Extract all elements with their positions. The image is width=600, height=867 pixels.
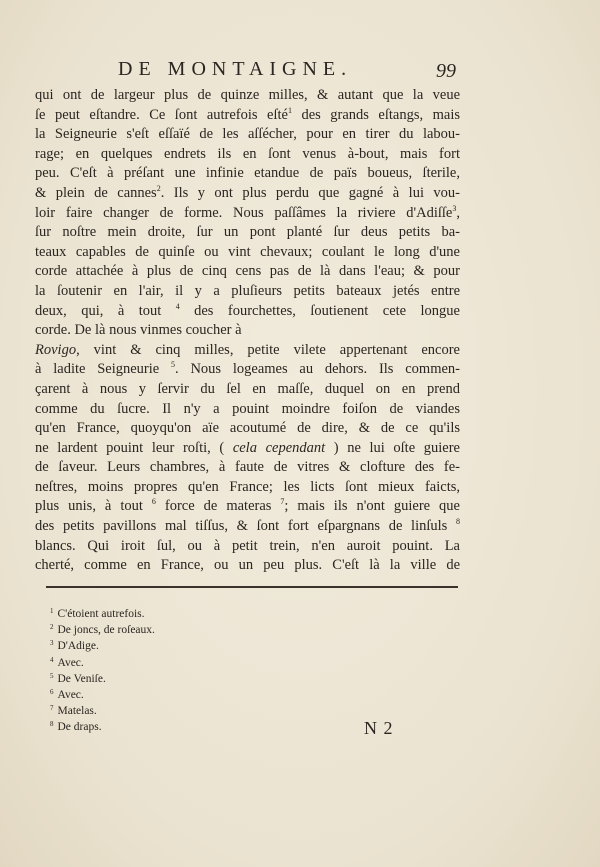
footnote-ref: 6	[151, 497, 156, 507]
footnote: $^1$ C'étoient autrefois.	[50, 607, 145, 620]
text-line: deux, qui, à tout $^4$ des fourchettes, ſoutienent cete longue	[35, 301, 460, 319]
footnote-ref: 4	[175, 301, 180, 311]
text-line: plus unis, à tout $^6$ force de materas $^7$; mais ils n'ont guiere que	[35, 497, 460, 515]
text-line: teaux capables de quinſe ou vint chevaux; coulant le long d'une	[35, 243, 460, 260]
footnote: $^6$ Avec.	[50, 688, 84, 702]
text-line: loir faire changer de forme. Nous paſſâmes la riviere d'Adiſſe$^3$,	[35, 203, 460, 221]
footnote-divider	[46, 586, 458, 588]
footnote-ref: 7	[280, 497, 285, 507]
footnote: $^4$ Avec.	[50, 655, 84, 669]
footnote-ref: 8	[456, 517, 461, 527]
text-line: ſur noſtre mein droite, ſur un pont planté ſur deus petits ba-	[35, 224, 460, 241]
text-line: neſtres, moins propres qu'en France; les licts ſont mieux faicts,	[35, 478, 460, 495]
footnote-ref: 5	[171, 360, 176, 370]
text-line: Rovigo, vint & cinq milles, petite vilete appertenant encore	[35, 341, 460, 358]
text-line: la Seigneurie s'eſt eſſaïé de les aſſécher, pour en tirer du labou-	[35, 126, 460, 143]
text-line: qui ont de largeur plus de quinze milles, & autant que la veue	[35, 87, 460, 103]
running-head: DE MONTAIGNE.	[118, 58, 353, 80]
footnote: $^8$ De draps.	[50, 720, 102, 734]
text-line: qu'en France, quoyqu'on aïe acoutumé de dire, & de ce qu'ils	[35, 420, 460, 437]
text-line: çarent à nous y ſervir du ſel en maſſe, duquel on en prend	[35, 380, 460, 397]
text-line: la ſoutenir en l'air, il y a pluſieurs petits bateaux jetés entre	[35, 282, 460, 299]
text-line: ſe peut eſtandre. Ce ſont autrefois eſté$^1$ des grands eſtangs, mais	[35, 105, 460, 123]
text-line: à ladite Seigneurie $^5$. Nous logeames au dehors. Ils commen-	[35, 360, 460, 378]
footnote: $^5$ De Veniſe.	[50, 671, 106, 685]
footnote: $^3$ D'Adige.	[50, 639, 99, 653]
page-number: 99	[436, 60, 456, 82]
text-line: de ſaveur. Leurs chambres, à faute de vitres & clofture des fe-	[35, 459, 460, 476]
text-line: cherté, comme en France, ou un peu plus. C'eſt là la ville de	[35, 557, 460, 574]
text-line: & plein de cannes$^2$. Ils y ont plus perdu que gagné à lui vou-	[35, 183, 460, 201]
text-line: rage; en quelques endrets ils en ſont venus à-bout, mais fort	[35, 145, 460, 162]
footnote-ref: 1	[287, 105, 292, 115]
text-line: blancs. Qui iroit ſul, ou à petit trein, n'en auroit pouint. La	[35, 537, 460, 554]
italic-phrase: cela cependant	[232, 439, 326, 456]
signature-mark: N 2	[364, 718, 394, 738]
text-line: des petits pavillons mal tiſſus, & ſont fort eſpargnans de linſuls $^8$	[35, 517, 461, 535]
footnote-ref: 2	[156, 183, 161, 193]
footnotes	[50, 605, 155, 735]
footnote: $^7$ Matelas.	[50, 704, 97, 718]
text-line: corde attachée à plus de cinq cens pas de là dans l'eau; & pour	[35, 263, 460, 280]
text-line: ne lardent pouint leur roſti, ( cela cependant ) ne lui oſte guiere	[35, 439, 460, 456]
text-line: corde. De là nous vinmes coucher à	[35, 322, 242, 339]
footnote-ref: 3	[452, 203, 457, 213]
text-line: peu. C'eſt à préſant une infinie etandue de païs boueus, ſterile,	[35, 165, 460, 182]
body-text	[35, 86, 460, 576]
footnote: $^2$ De joncs, de roſeaux.	[50, 623, 155, 637]
place-name: Rovigo	[35, 341, 77, 358]
text-line: comme du ſucre. Il n'y a pouint moindre foiſon de viandes	[35, 400, 460, 417]
